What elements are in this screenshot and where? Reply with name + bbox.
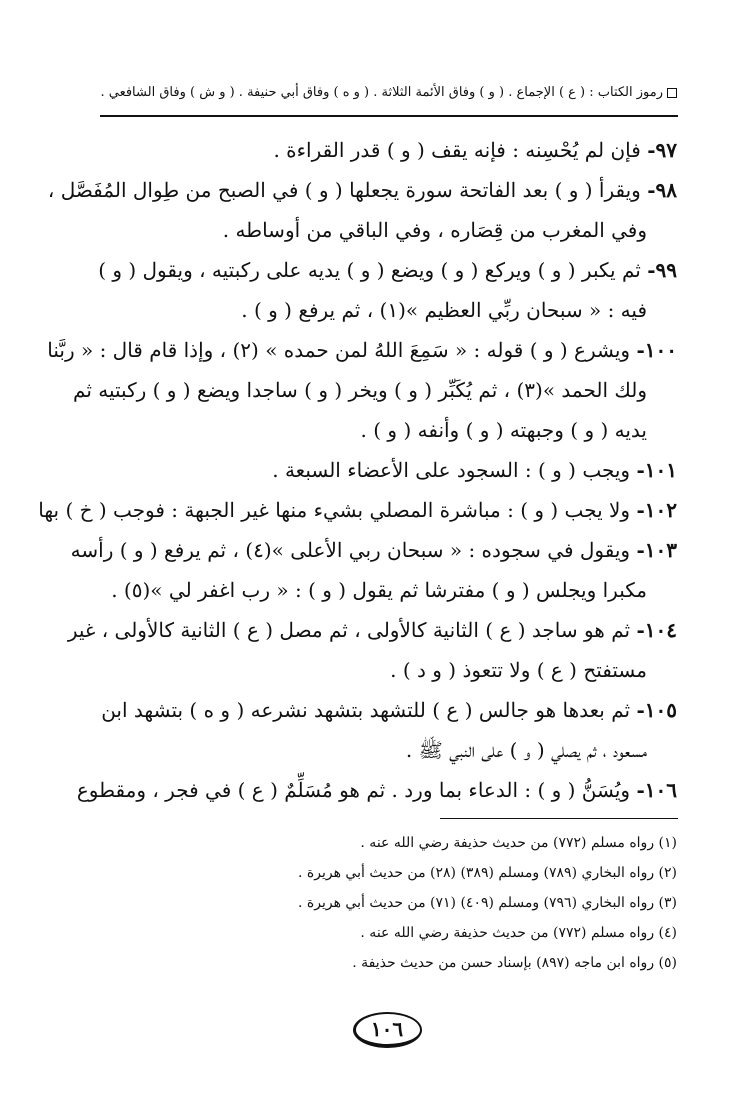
entry-text: ولك الحمد »(٣) ، ثم يُكَبِّر ( و ) ويخر ( و ) ساجدا ويضع ( و ) ركبتيه ثم [73, 378, 647, 402]
entry-text: ثم هو ساجد ( ع ) الثانية كالأولى ، ثم مصل ( ع ) الثانية كالأولى ، غير [67, 618, 631, 642]
footnotes-rule [440, 818, 678, 819]
footnote: (٤) رواه مسلم (٧٧٢) من حديث حذيفة رضي الله عنه . [360, 925, 677, 941]
paragraph-entry [47, 170, 677, 250]
page-number: ١٠٦ [370, 1017, 404, 1041]
entry-text: مسعود ، ثم يصلي ( و ) على النبي ﷺ . [405, 738, 647, 762]
entry-line [95, 690, 677, 730]
footnote: (٥) رواه ابن ماجه (٨٩٧) بإسناد حسن من حديث حذيفة . [352, 955, 677, 971]
header-rule [100, 115, 678, 117]
paragraph-entry [95, 250, 677, 330]
entry-line [95, 450, 677, 490]
entry-line [76, 770, 677, 810]
entry-line [47, 330, 677, 370]
entry-text: فإن لم يُحْسِنه : فإنه يقف ( و ) قدر القراءة . [273, 138, 641, 162]
footnote: (٢) رواه البخاري (٧٨٩) ومسلم (٣٨٩) (٢٨) من حديث أبي هريرة . [298, 865, 677, 881]
entry-line [95, 210, 677, 250]
paragraph-entry [95, 690, 677, 770]
entry-text: يديه ( و ) وجبهته ( و ) وأنفه ( و ) . [360, 418, 647, 442]
entry-line [47, 170, 677, 210]
paragraph-entry [47, 330, 677, 450]
entry-text: ويُسَنُّ ( و ) : الدعاء بما ورد . ثم هو مُسَلِّمٌ ( ع ) في فجر ، ومقطوع [76, 778, 631, 802]
entry-text: فيه : « سبحان ربِّي العظيم »(١) ، ثم يرفع ( و ) . [241, 298, 647, 322]
entry-number: ٩٩- [647, 258, 677, 282]
paragraph-entry [95, 130, 677, 170]
paragraph-entry [67, 610, 677, 690]
footnote: (١) رواه مسلم (٧٧٢) من حديث حذيفة رضي الله عنه . [360, 835, 677, 851]
main-text [38, 130, 677, 810]
entry-line [70, 530, 677, 570]
entry-number: ١٠٠- [636, 338, 677, 362]
paragraph-entry [95, 450, 677, 490]
entry-number: ٩٨- [647, 178, 677, 202]
entry-line [95, 730, 677, 770]
entry-text: ويقول في سجوده : « سبحان ربي الأعلى »(٤) ، ثم يرفع ( و ) رأسه [70, 538, 631, 562]
running-header [100, 84, 677, 102]
entry-number: ١٠٣- [636, 538, 677, 562]
page-number-badge [353, 1012, 421, 1046]
entry-line [95, 650, 677, 690]
entry-line [67, 610, 677, 650]
entry-line [95, 410, 677, 450]
paragraph-entry [76, 770, 677, 810]
entry-number: ١٠٢- [636, 498, 677, 522]
entry-text: مكبرا ويجلس ( و ) مفترشا ثم يقول ( و ) : « رب اغفر لي »(٥) . [111, 578, 647, 602]
footnotes [100, 828, 677, 978]
footnote: (٣) رواه البخاري (٧٩٦) ومسلم (٤٠٩) (٧١) من حديث أبي هريرة . [298, 895, 677, 911]
entry-number: ١٠١- [636, 458, 677, 482]
entry-line [95, 290, 677, 330]
entry-number: ٩٧- [647, 138, 677, 162]
entry-text: وفي المغرب من قِصَاره ، وفي الباقي من أوساطه . [222, 218, 647, 242]
entry-number: ١٠٥- [636, 698, 677, 722]
entry-number: ١٠٤- [636, 618, 677, 642]
entry-number: ١٠٦- [636, 778, 677, 802]
entry-text: ثم يكبر ( و ) ويركع ( و ) ويضع ( و ) يديه على ركبتيه ، ويقول ( و ) [98, 258, 641, 282]
entry-line [38, 490, 677, 530]
entry-text: ولا يجب ( و ) : مباشرة المصلي بشيء منها غير الجبهة : فوجب ( خ ) بها [38, 498, 631, 522]
entry-text: ثم بعدها هو جالس ( ع ) للتشهد بتشهد نشرعه ( و ه ) بتشهد ابن [101, 698, 631, 722]
entry-text: ويجب ( و ) : السجود على الأعضاء السبعة . [272, 458, 631, 482]
paragraph-entry [38, 490, 677, 530]
entry-line [95, 570, 677, 610]
header-text: رموز الكتاب : ( ع ) الإجماع . ( و ) وفاق الأئمة الثلاثة . ( و ه ) وفاق أبي حنيفة . ( و ش ) وفاق الشافعي . [100, 85, 663, 100]
header-bullet-icon [667, 88, 677, 98]
entry-line [73, 370, 677, 410]
entry-text: ويقرأ ( و ) بعد الفاتحة سورة يجعلها ( و ) في الصبح من طِوال المُفَصَّل ، [47, 178, 641, 202]
paragraph-entry [70, 530, 677, 610]
entry-line [95, 250, 677, 290]
entry-text: مستفتح ( ع ) ولا تتعوذ ( و د ) . [390, 658, 647, 682]
entry-text: ويشرع ( و ) قوله : « سَمِعَ اللهُ لمن حمده » (٢) ، وإذا قام قال : « ربَّنا [47, 338, 631, 362]
entry-line [95, 130, 677, 170]
